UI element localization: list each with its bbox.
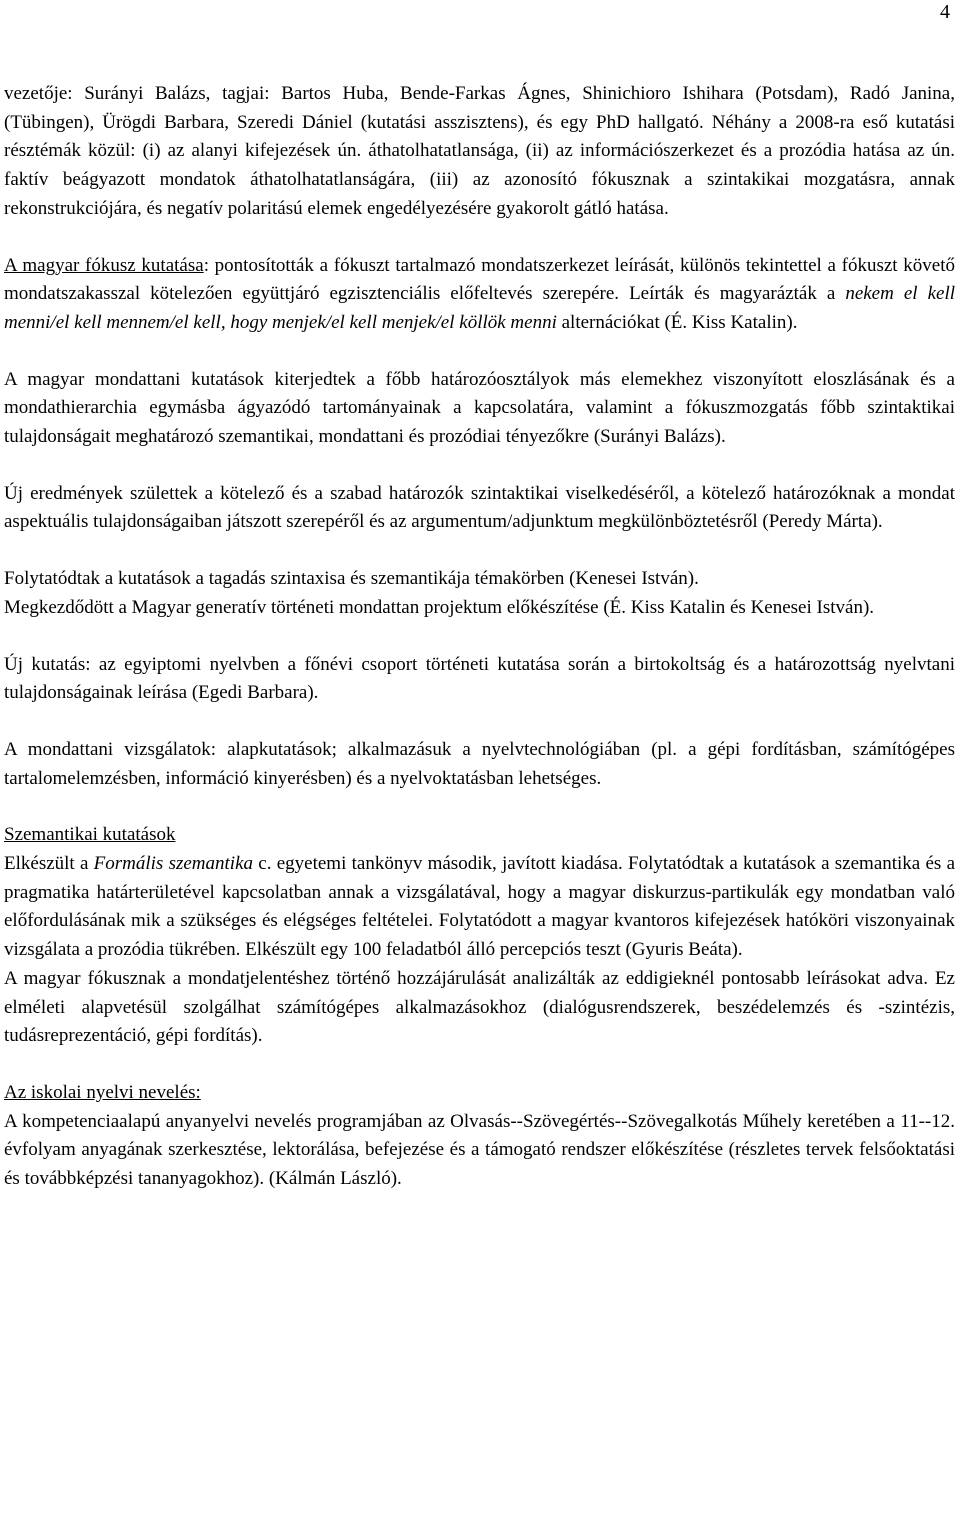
heading-school-education-text: Az iskolai nyelvi nevelés: <box>4 1081 201 1103</box>
page-number: 4 <box>940 1 950 23</box>
paragraph-research-team: vezetője: Surányi Balázs, tagjai: Bartos Huba, Bende-Farkas Ágnes, Shinichioro Ishihara (Potsdam), Radó Janina, (Tübingen), Ürögdi Barbara, Szeredi Dániel (kutatási asszisztens), és egy PhD hallgató. Néhány a 2008-ra eső kutatási résztémák közül: (i) az alanyi kifejezések ún. áthatolhatatlansága, (ii) az információszerkezet és a prozódia hatása az ún. faktív beágyazott mondatok áthatolhatatlanságára, (iii) az azonosító fókusznak a szintakikai mozgatásra, annak rekonstrukciójára, és negatív polaritású elemek engedélyezésére gyakorolt gátló hatása. <box>4 83 955 219</box>
heading-hungarian-focus: A magyar fókusz kutatása <box>4 254 204 276</box>
paragraph-negation: Folytatódtak a kutatások a tagadás szintaxisa és szemantikája témakörben (Kenesei István). <box>4 568 699 590</box>
heading-semantics-text: Szemantikai kutatások <box>4 824 176 846</box>
text-span: alternációkat (É. Kiss Katalin). <box>556 311 798 333</box>
heading-school-education <box>4 1079 955 1108</box>
paragraph-adverbials: Új eredmények születtek a kötelező és a szabad határozók szintaktikai viselkedéséről, a kötelező határozóknak a mondat aspektuális tulajdonságaiban játszott szerepéről és az argumentum/adjunktum megkülönböztetésről (Peredy Márta). <box>4 482 955 533</box>
paragraph-historical-syntax: Megkezdődött a Magyar generatív történeti mondattan projektum előkészítése (É. Kiss Katalin és Kenesei István). <box>4 596 875 618</box>
paragraph-school-education: A kompetenciaalapú anyanyelvi nevelés programjában az Olvasás--Szövegértés--Szövegalkotás Műhely keretében a 11--12. évfolyam anyagának szerkesztése, lektorálása, befejezése és a támogató rendszer előkészítése (részletes tervek felsőoktatási és továbbképzési tananyagokhoz). (Kálmán László). <box>4 1110 955 1190</box>
text-span: c. egyetemi tankönyv második, javított kiadása. Folytatódtak a kutatások a szemantika és a pragmatika határterületével kapcsolatban annak a vizsgálatával, hogy a magyar diskurzus-partikulák egy mondatban való előfordulásának mik a szükséges és elégséges feltételei. Folytatódott a magyar kvantoros kifejezések hatóköri viszonyainak vizsgálata a prozódia tükrében. Elkészült egy 100 feladatból álló percepciós teszt (Gyuris Beáta). <box>4 853 956 961</box>
paragraph-hungarian-focus <box>4 252 955 338</box>
document-body <box>4 80 955 1194</box>
paragraph-applications: A mondattani vizsgálatok: alapkutatások; alkalmazásuk a nyelvtechnológiában (pl. a gépi fordításban, számítógépes tartalomelemzésben, információ kinyerésben) és a nyelvoktatásban lehetséges. <box>4 738 955 789</box>
heading-semantics <box>4 821 955 850</box>
paragraph-egyptian: Új kutatás: az egyiptomi nyelvben a főnévi csoport történeti kutatása során a birtokoltság és a határozottság nyelvtani tulajdonságainak leírása (Egedi Barbara). <box>4 653 955 704</box>
italic-book-title: Formális szemantika <box>93 853 254 875</box>
paragraph-syntax-research: A magyar mondattani kutatások kiterjedtek a főbb határozóosztályok más elemekhez viszonyított eloszlásának és a mondathierarchia egymásba ágyazódó tartományainak a kapcsolatára, valamint a fókuszmozgatás főbb szintaktikai tulajdonságait meghatározó szemantikai, mondattani és prozódiai tényezőkre (Surányi Balázs). <box>4 368 955 448</box>
text-span: : pontosították a fókuszt tartalmazó mondatszerkezet leírását, különös tekintettel a fókuszt követő mondatszakasszal kötelezően együttjáró egzisztenciális előfeltevés szerepére. Leírták és magyarázták a <box>4 254 955 305</box>
paragraph-focus-meaning: A magyar fókusznak a mondatjelentéshez történő hozzájárulását analizálták az eddigieknél pontosabb leírásokat adva. Ez elméleti alapvetésül szolgálhat számítógépes alkalmazásokhoz (dialógusrendszerek, beszédelemzés és -szintézis, tudásreprezentáció, gépi fordítás). <box>4 967 955 1047</box>
text-span: Elkészült a <box>4 853 94 875</box>
italic-alternations: nekem el kell menni/el kell mennem/el kell, hogy menjek/el kell menjek/el köllök menni <box>4 283 956 333</box>
paragraph-semantics <box>4 850 955 965</box>
